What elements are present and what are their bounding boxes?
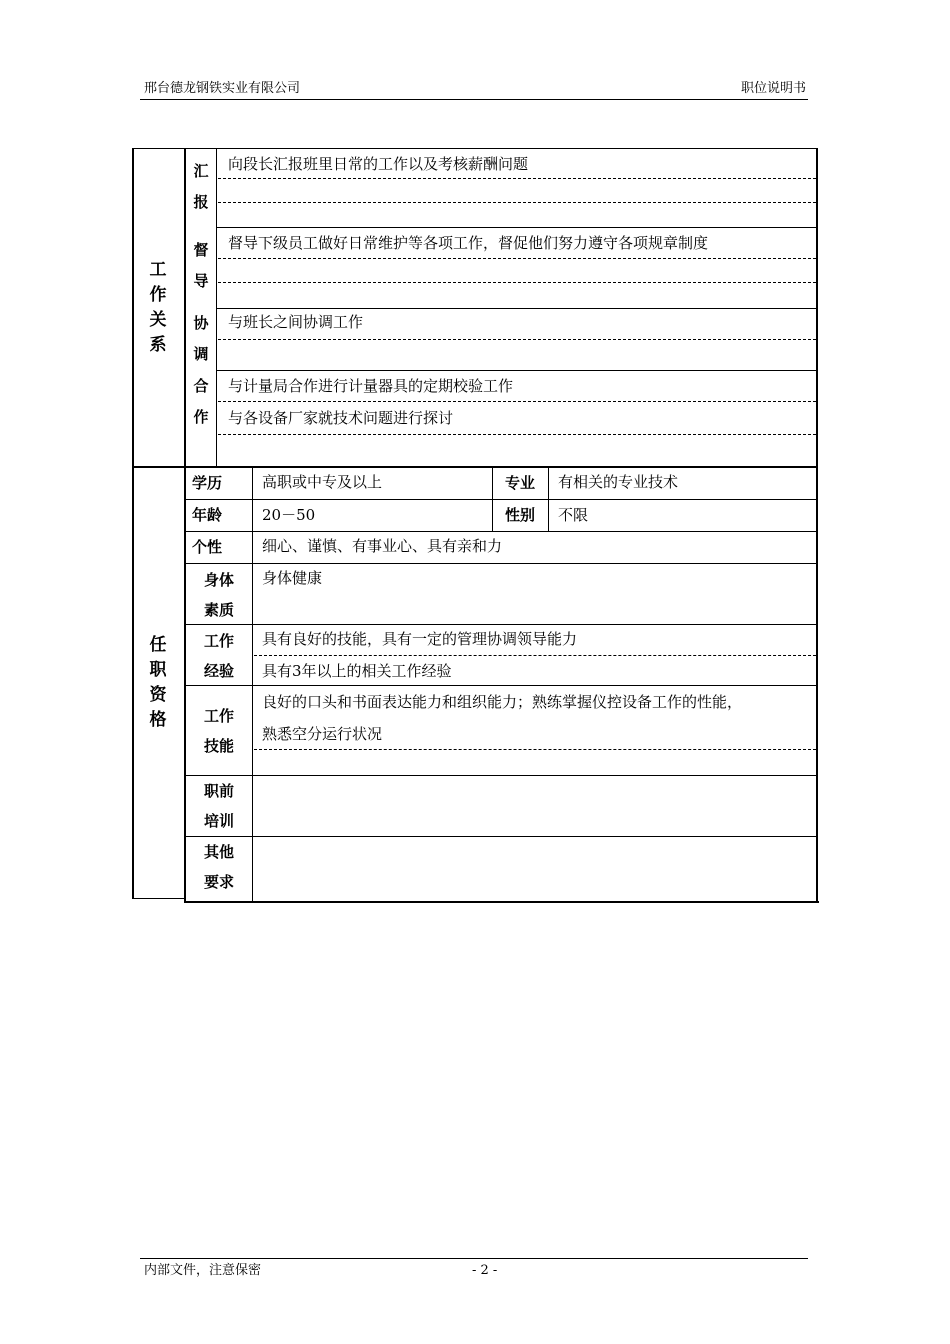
gender-value: 不限 — [558, 506, 589, 524]
experience-line-2: 具有3年以上的相关工作经验 — [262, 662, 452, 680]
major-label: 专业 — [504, 474, 535, 492]
personality-value: 细心、谨慎、有事业心、具有亲和力 — [262, 537, 503, 555]
experience-line-1: 具有良好的技能，具有一定的管理协调领导能力 — [262, 630, 578, 648]
job-description-table — [132, 148, 819, 904]
cooperate-line-2: 与各设备厂家就技术问题进行探讨 — [228, 409, 454, 427]
supervise-line-1: 督导下级员工做好日常维护等各项工作，督促他们努力遵守各项规章制度 — [228, 234, 709, 252]
gender-label: 性别 — [504, 506, 535, 524]
cooperate-label-text: 合作 — [193, 377, 209, 426]
other-label — [186, 837, 252, 897]
training-row-border — [186, 836, 816, 837]
other-label-line-1: 其他 — [203, 843, 234, 861]
page-number: - 2 - — [472, 1263, 498, 1278]
skills-row-border — [186, 775, 816, 776]
experience-label-line-1: 工作 — [203, 632, 234, 650]
education-label: 学历 — [192, 474, 223, 492]
education-value: 高职或中专及以上 — [262, 473, 383, 491]
experience-dash-1 — [254, 655, 816, 656]
training-label-line-1: 职前 — [203, 782, 234, 800]
qualifications-label — [132, 633, 184, 733]
major-value: 有相关的专业技术 — [558, 473, 679, 491]
supervise-label — [185, 235, 217, 297]
cooperate-dash-1 — [218, 401, 816, 402]
report-row-border — [216, 227, 816, 228]
physical-row-border — [186, 624, 816, 625]
experience-label — [186, 626, 252, 686]
report-line-1: 向段长汇报班里日常的工作以及考核薪酬问题 — [228, 155, 529, 173]
section-divider — [132, 466, 818, 468]
report-dash-1 — [218, 178, 816, 179]
physical-label-line-1: 身体 — [203, 571, 234, 589]
training-label-line-2: 培训 — [203, 812, 234, 830]
table-bottom-border — [184, 901, 819, 903]
other-label-line-2: 要求 — [203, 873, 234, 891]
coordinate-row-border — [216, 370, 816, 371]
qualifications-label-text: 任职资格 — [149, 635, 167, 730]
education-row-border — [186, 499, 816, 500]
table-top-border — [132, 148, 818, 149]
page-footer — [140, 1258, 808, 1282]
age-value: 20－50 — [262, 506, 316, 524]
confidential-notice: 内部文件，注意保密 — [144, 1263, 262, 1278]
supervise-dash-2 — [218, 282, 816, 283]
skills-dash-1 — [254, 749, 816, 750]
coordinate-line-1: 与班长之间协调工作 — [228, 313, 364, 331]
cooperate-line-1: 与计量局合作进行计量器具的定期校验工作 — [228, 377, 514, 395]
report-dash-2 — [218, 202, 816, 203]
personality-label: 个性 — [192, 538, 223, 556]
skills-line-2: 熟悉空分运行状况 — [262, 725, 383, 743]
document-type: 职位说明书 — [740, 81, 806, 96]
training-label — [186, 776, 252, 836]
company-name: 邢台德龙钢铁实业有限公司 — [144, 81, 301, 96]
work-relations-label — [132, 258, 184, 358]
personality-row-border — [186, 563, 816, 564]
report-label — [185, 156, 217, 218]
age-row-border — [186, 531, 816, 532]
coordinate-label — [185, 308, 217, 370]
cooperate-dash-2 — [218, 434, 816, 435]
age-label: 年龄 — [192, 506, 223, 524]
physical-label — [186, 565, 252, 625]
skills-line-1: 良好的口头和书面表达能力和组织能力；熟练掌握仪控设备工作的性能， — [262, 693, 743, 711]
skills-label-line-2: 技能 — [203, 737, 234, 755]
cooperate-label — [185, 371, 217, 433]
skills-label-line-1: 工作 — [203, 707, 234, 725]
experience-label-line-2: 经验 — [203, 662, 234, 680]
experience-row-border — [186, 685, 816, 686]
work-relations-label-text: 工作关系 — [149, 260, 167, 355]
supervise-label-text: 督导 — [193, 241, 209, 290]
report-label-text: 汇报 — [193, 162, 209, 211]
page-header — [140, 80, 808, 100]
supervise-dash-1 — [218, 258, 816, 259]
physical-label-line-2: 素质 — [203, 601, 234, 619]
physical-value: 身体健康 — [262, 569, 323, 587]
coordinate-dash-1 — [218, 339, 816, 340]
table-right-border — [816, 148, 818, 903]
coordinate-label-text: 协调 — [193, 314, 209, 363]
skills-label — [186, 701, 252, 761]
table-bottom-left-border — [132, 898, 184, 899]
supervise-row-border — [216, 308, 816, 309]
